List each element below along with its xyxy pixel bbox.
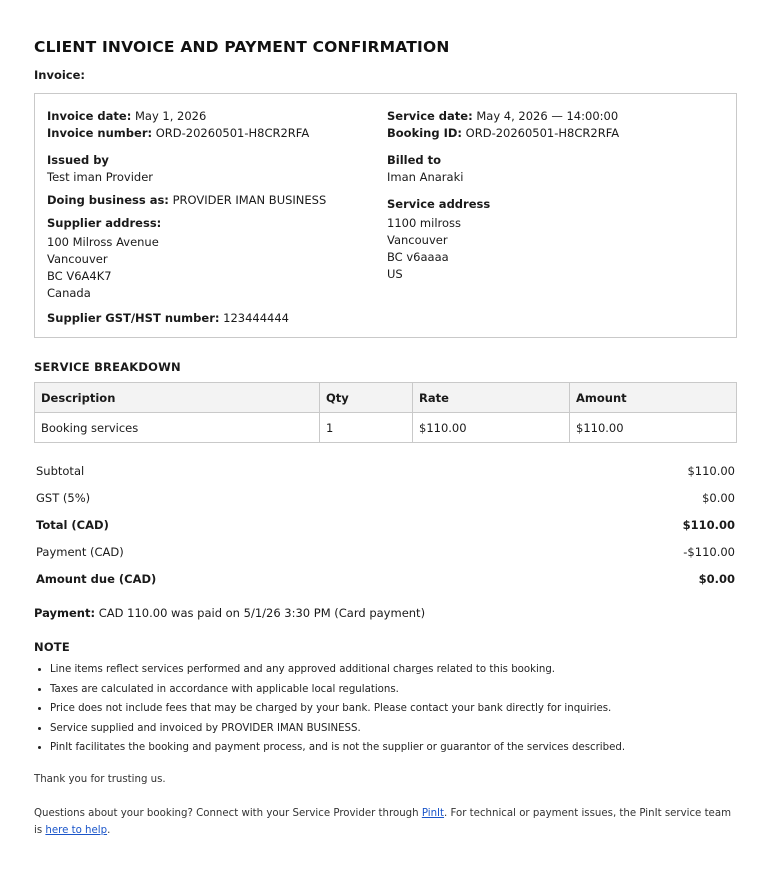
pinit-link[interactable]: PinIt (421, 807, 445, 819)
invoice-number-label: Invoice number: (47, 126, 153, 140)
service-date-row (387, 108, 724, 125)
payment-text: CAD 110.00 was paid on 5/1/26 3:30 PM (Card payment) (98, 606, 426, 620)
invoice-date-row (47, 108, 387, 125)
footer-questions (34, 805, 739, 839)
booking-id-label: Booking ID: (387, 126, 463, 140)
cell-amount: $110.00 (570, 413, 737, 443)
cell-qty: 1 (320, 413, 413, 443)
total-label: Subtotal (36, 463, 85, 478)
subtotal-row (34, 457, 737, 484)
supplier-address-line: Vancouver (47, 252, 108, 266)
footer-text: Questions about your booking? Connect with your Service Provider through (34, 807, 422, 819)
total-value: -$110.00 (683, 544, 735, 559)
supplier-address (47, 234, 387, 302)
supplier-address-line: 100 Milross Avenue (47, 235, 159, 249)
total-value: $110.00 (682, 517, 735, 532)
booking-id-value: ORD-20260501-H8CR2RFA (465, 126, 620, 140)
total-value: $110.00 (687, 463, 735, 478)
service-address (387, 215, 724, 283)
column-header-amount: Amount (570, 383, 737, 413)
cell-description: Booking services (35, 413, 320, 443)
dba-value: PROVIDER IMAN BUSINESS (172, 193, 327, 207)
cell-rate: $110.00 (413, 413, 570, 443)
total-value: $0.00 (702, 490, 735, 505)
list-item: • Line items reflect services performed and any approved additional charges related to this booking. (50, 660, 741, 680)
service-date-label: Service date: (387, 109, 473, 123)
supplier-address-line: Canada (47, 286, 91, 300)
total-value: $0.00 (698, 571, 735, 586)
supplier-address-label: Supplier address: (47, 216, 162, 230)
note-list (34, 660, 741, 758)
list-item: • Price does not include fees that may be charged by your bank. Please contact your bank directly for inquiries. (50, 699, 741, 719)
service-address-line: 1100 milross (387, 216, 462, 230)
invoice-date-value: May 1, 2026 (134, 109, 207, 123)
invoice-label: Invoice: (34, 68, 86, 82)
column-header-description: Description (35, 383, 320, 413)
invoice-number-value: ORD-20260501-H8CR2RFA (155, 126, 310, 140)
amount-due-row (34, 565, 737, 592)
info-left-column (47, 108, 387, 327)
payment-label: Payment: (34, 606, 96, 620)
table-row (35, 413, 737, 443)
total-label: Total (CAD) (36, 517, 109, 532)
invoice-number-row (47, 125, 387, 142)
billed-to-value: Iman Anaraki (387, 170, 464, 184)
dba-label: Doing business as: (47, 193, 169, 207)
list-item: • PinIt facilitates the booking and payment process, and is not the supplier or guarantor of the services described. (50, 738, 741, 758)
issued-by-value: Test iman Provider (47, 170, 154, 184)
footer-text: . (107, 824, 111, 836)
thanks-text: Thank you for trusting us. (34, 773, 166, 785)
dba-row (47, 192, 387, 209)
service-address-line: US (387, 267, 403, 281)
list-item: • Service supplied and invoiced by PROVIDER IMAN BUSINESS. (50, 719, 741, 739)
gst-value: 123444444 (223, 311, 289, 325)
list-item: • Taxes are calculated in accordance with applicable local regulations. (50, 680, 741, 700)
info-right-column (387, 108, 724, 327)
service-address-line: BC v6aaaa (387, 250, 449, 264)
gst-row (47, 310, 387, 327)
gst-label: Supplier GST/HST number: (47, 311, 220, 325)
issued-by-label: Issued by (47, 153, 109, 167)
column-header-rate: Rate (413, 383, 570, 413)
column-header-qty: Qty (320, 383, 413, 413)
payment-total-row (34, 538, 737, 565)
service-date-value: May 4, 2026 — 14:00:00 (476, 109, 619, 123)
total-label: Amount due (CAD) (36, 571, 157, 586)
supplier-address-line: BC V6A4K7 (47, 269, 112, 283)
payment-line (34, 606, 741, 620)
service-breakdown-table (34, 382, 737, 443)
gst-total-row (34, 484, 737, 511)
booking-id-row (387, 125, 724, 142)
invoice-date-label: Invoice date: (47, 109, 132, 123)
billed-to-label: Billed to (387, 153, 442, 167)
service-address-label: Service address (387, 197, 491, 211)
help-link[interactable]: here to help (45, 824, 108, 836)
table-header-row (35, 383, 737, 413)
total-label: Payment (CAD) (36, 544, 124, 559)
note-title: NOTE (34, 640, 70, 654)
totals-section (34, 457, 737, 592)
page-title: CLIENT INVOICE AND PAYMENT CONFIRMATION (34, 38, 450, 56)
service-breakdown-title: SERVICE BREAKDOWN (34, 360, 181, 374)
invoice-info-box (34, 93, 737, 338)
grand-total-row (34, 511, 737, 538)
service-address-line: Vancouver (387, 233, 448, 247)
total-label: GST (5%) (36, 490, 91, 505)
footer-text: . For technical or payment issues, the PinIt service team is (34, 807, 731, 836)
